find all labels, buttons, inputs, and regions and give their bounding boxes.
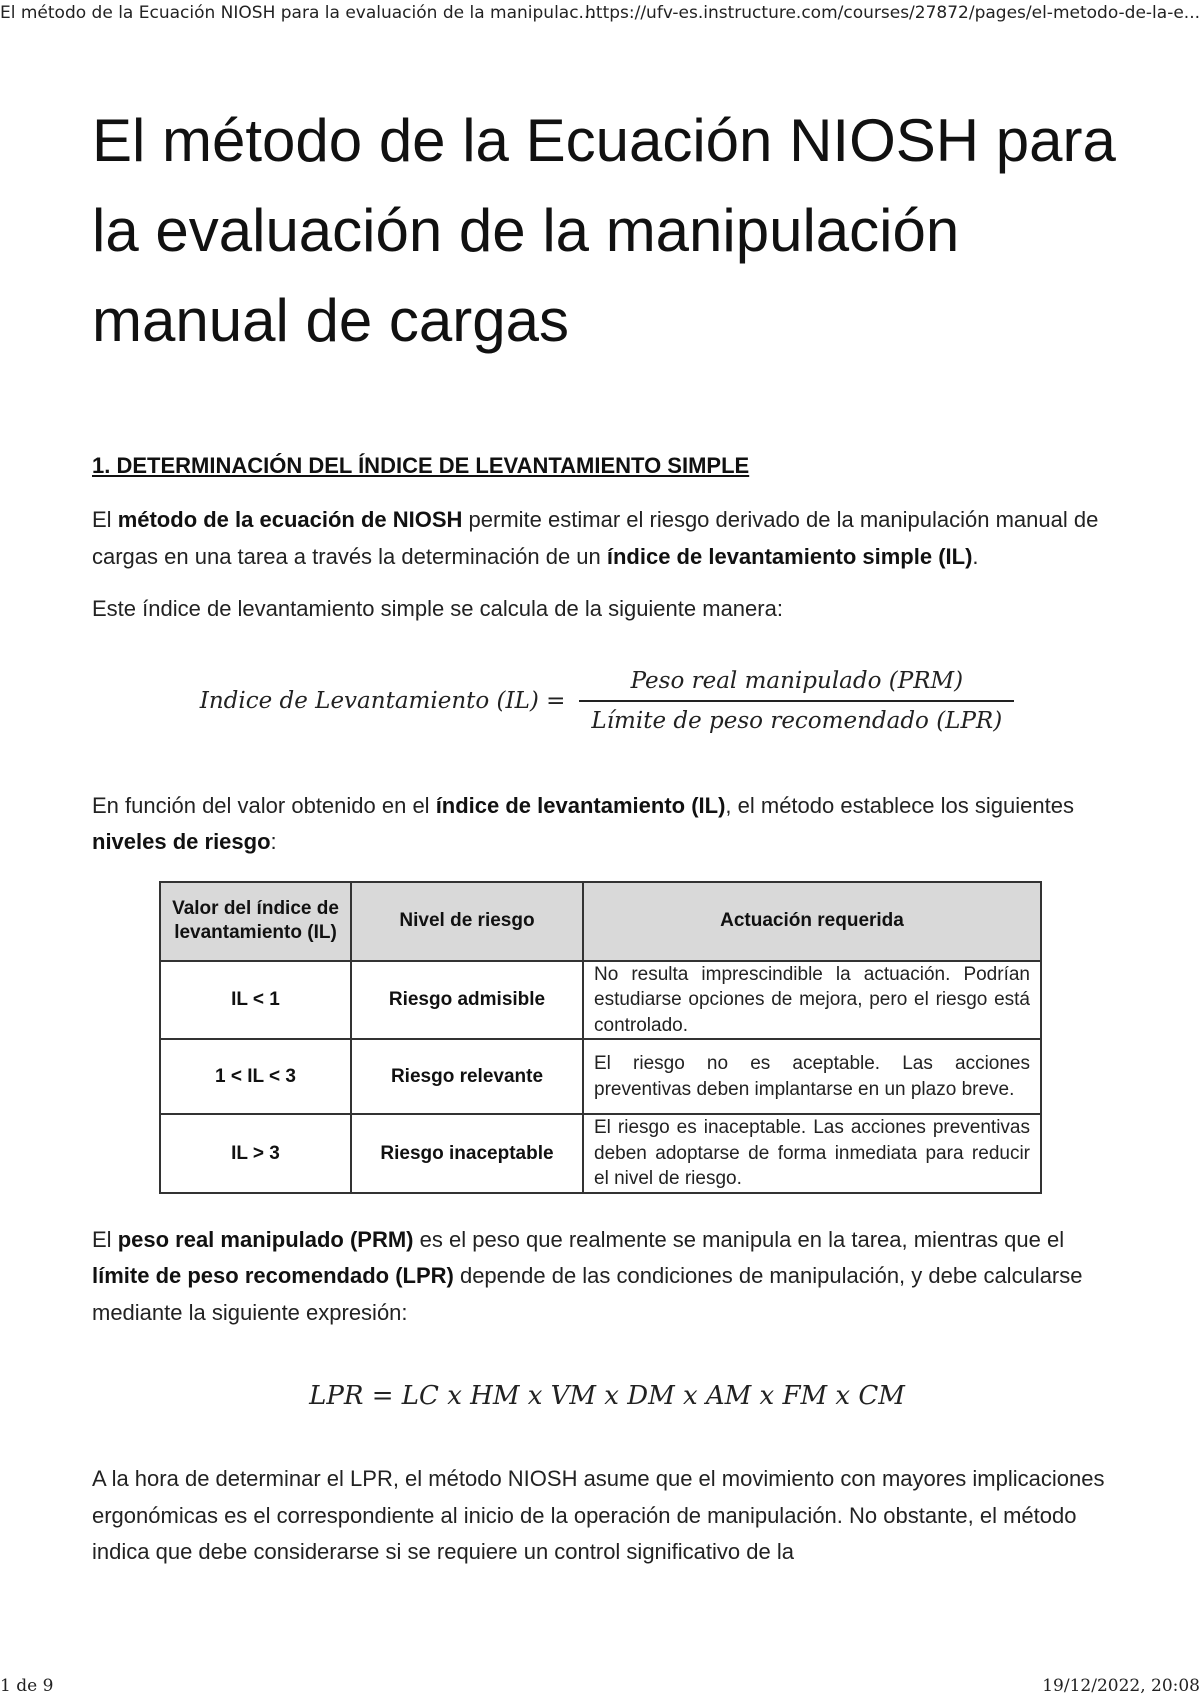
prm-lpr-paragraph: El peso real manipulado (PRM) es el peso que realmente se manipula en la tarea, mientras que el límite de peso recomendado (LPR) depende de las condiciones de manipulación, y debe calcularse mediante la siguiente expresión: [92, 1226, 1083, 1325]
table-header-il: Valor del índice de levantamiento (IL) [160, 882, 351, 961]
print-footer [0, 1676, 1200, 1698]
table-header-actuacion: Actuación requerida [583, 882, 1041, 961]
formula-intro-paragraph: Este índice de levantamiento simple se calcula de la siguiente manera: [92, 596, 783, 621]
table-cell-actuacion: El riesgo es inaceptable. Las acciones preventivas deben adoptarse de forma inmediata para reducir el nivel de riesgo. [583, 1114, 1041, 1193]
formula-numerator: Peso real manipulado (PRM) [630, 667, 964, 694]
page-content [92, 96, 1122, 1571]
risk-levels-paragraph: En función del valor obtenido en el índice de levantamiento (IL), el método establece los siguientes niveles de riesgo: [92, 792, 1074, 854]
print-header-title: El método de la Ecuación NIOSH para la evaluación de la manipulac... [0, 3, 595, 23]
formula-fraction [579, 668, 1014, 734]
table-cell-il: IL > 3 [160, 1114, 351, 1193]
table-cell-nivel: Riesgo relevante [351, 1039, 583, 1114]
table-header-nivel: Nivel de riesgo [351, 882, 583, 961]
bold-term: niveles de riesgo [92, 829, 271, 854]
table-cell-il: 1 < IL < 3 [160, 1039, 351, 1114]
table-cell-actuacion: No resulta imprescindible la actuación. Podrían estudiarse opciones de mejora, pero el riesgo está controlado. [583, 961, 1041, 1040]
bold-term: índice de levantamiento (IL) [435, 792, 726, 818]
bold-term: índice de levantamiento simple (IL) [606, 543, 973, 569]
table-row [160, 1039, 1041, 1114]
lifting-index-formula [0, 668, 1122, 734]
formula-denominator: Límite de peso recomendado (LPR) [579, 700, 1014, 734]
table-header-row [160, 882, 1041, 961]
print-header-url: https://ufv-es.instructure.com/courses/27872/pages/el-metodo-de-la-e... [585, 3, 1200, 23]
bold-term: límite de peso recomendado (LPR) [92, 1263, 454, 1288]
bold-term: método de la ecuación de NIOSH [117, 507, 463, 532]
table-row [160, 1114, 1041, 1193]
table-row [160, 961, 1041, 1040]
table-cell-nivel: Riesgo admisible [351, 961, 583, 1040]
lpr-formula: LPR = LC x HM x VM x DM x AM x FM x CM [309, 1381, 905, 1411]
print-datetime: 19/12/2022, 20:08 [1042, 1676, 1200, 1696]
print-header [0, 3, 1200, 25]
formula-lhs: Indice de Levantamiento (IL) = [199, 687, 566, 714]
table-cell-il: IL < 1 [160, 961, 351, 1040]
table-cell-actuacion: El riesgo no es aceptable. Las acciones preventivas deben implantarse en un plazo breve. [583, 1039, 1041, 1114]
table-cell-nivel: Riesgo inaceptable [351, 1114, 583, 1193]
lpr-explanation-paragraph: A la hora de determinar el LPR, el método NIOSH asume que el movimiento con mayores implicaciones ergonómicas es el correspondiente al inicio de la operación de manipulación. No obstante, el método indica que debe considerarse si se requiere un control significativo de la [92, 1466, 1105, 1564]
bold-term: peso real manipulado (PRM) [117, 1226, 414, 1252]
intro-paragraph: El método de la ecuación de NIOSH permite estimar el riesgo derivado de la manipulación manual de cargas en una tarea a través la determinación de un índice de levantamiento simple (IL). [92, 507, 1099, 569]
section-heading: 1. DETERMINACIÓN DEL ÍNDICE DE LEVANTAMIENTO SIMPLE [92, 453, 750, 478]
page-number: 1 de 9 [0, 1676, 54, 1696]
page-title: El método de la Ecuación NIOSH para la evaluación de la manipulación manual de cargas [92, 107, 1116, 354]
risk-levels-table [159, 881, 1042, 1194]
